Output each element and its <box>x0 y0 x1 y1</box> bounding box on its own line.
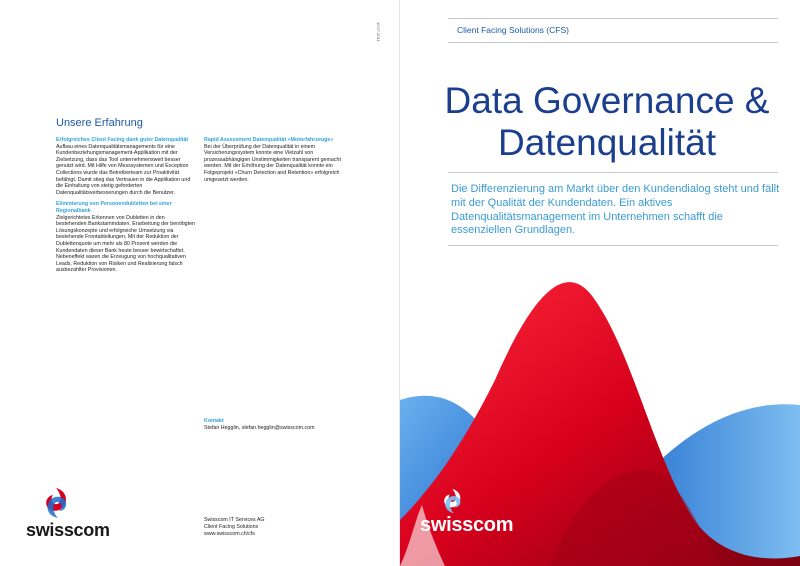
cover-subtitle: Die Differenzierung am Markt über den Kundendialog steht und fällt mit der Qualität der Kundendaten. Ein aktives Datenqualitätsmanagement im Unternehmen schafft die essenziellen Grundlagen. <box>451 183 780 237</box>
cover-title <box>422 80 792 164</box>
section-body-2: Zielgerichtetes Erkennen von Dubletten in den bestehenden Bankstammdaten. Erarbeitung der benötigten Lösungskonzepte und erfolgreiche Umsetzung via bestehende Frontabteilungen. Mit der Reduktion der Dublettenquote um mehr als 80 Prozent werden die Kundendaten dieser Bank heute besser bewirtschaftet. Nebeneffekt waren die Erzeugung von hochqualitativen Leads, Reduktion von Risiken und Realisierung falsch ausbezahlter Provisionen. <box>56 214 195 274</box>
text-column-1 <box>56 137 196 279</box>
document-code: 10.07.2011 <box>376 22 381 42</box>
address-line-web: www.swisscom.ch/cfs <box>204 530 255 537</box>
experience-heading: Unsere Erfahrung <box>56 117 143 129</box>
swisscom-wordmark-cover: swisscom <box>420 514 514 536</box>
unit-label: Client Facing Solutions (CFS) <box>457 25 569 35</box>
cover-title-line2: Datenqualität <box>497 122 717 163</box>
cover-title-line1: Data Governance & <box>444 80 770 121</box>
address-line-company: Swisscom IT Services AG <box>204 517 265 523</box>
text-column-2 <box>204 137 344 188</box>
address-block <box>204 517 354 537</box>
swisscom-lifeform-icon <box>44 487 70 519</box>
section-body-1: Aufbau eines Datenqualitätsmanagements für eine Kundenbeziehungsmanagement-Applikation mit der Zielsetzung, dass das Tool unternehmensweit besser genutzt wird. Mit Hilfe von Messsystemen und Exception Collections wurde das Betreiberteam zur Proaktivität befähigt. Damit stieg das Vertrauen in die Applikation und die Einhaltung von stetig geforderten Datenqualitätsverbesserungen durch die Benutzer. <box>56 143 191 196</box>
section-title-1: Erfolgreiches Client Facing dank guter Datenqualität <box>56 137 189 143</box>
section-title-3: Rapid Assessment Datenqualität «Motorfahrzeuge» <box>204 137 334 143</box>
contact-text: Stefan Hegglin, stefan.hegglin@swisscom.com <box>204 424 315 431</box>
section-title-2: Eliminierung von Personendubletten bei einer Regionalbank <box>56 201 172 214</box>
contact-block <box>204 418 384 431</box>
swisscom-lifeform-icon <box>442 488 464 514</box>
title-rule <box>448 172 778 173</box>
subtitle-rule <box>448 245 778 246</box>
contact-label: Kontakt <box>204 418 224 424</box>
top-rule <box>448 18 778 19</box>
address-line-unit: Client Facing Solutions <box>204 523 259 530</box>
section-body-3: Bei der Überprüfung der Datenqualität in einem Versicherungssystem konnte eine Vielzahl von prozessabhängigen Unstimmigkeiten transparent gemacht werden. Mit der Erhöhung der Datenqualität konnte ein Folgeprojekt «Churn Detection and Retention» erfolgreich umgesetzt werden. <box>204 143 341 183</box>
cover-page <box>400 0 800 566</box>
swisscom-wordmark: swisscom <box>26 520 110 540</box>
unit-rule <box>448 42 778 43</box>
